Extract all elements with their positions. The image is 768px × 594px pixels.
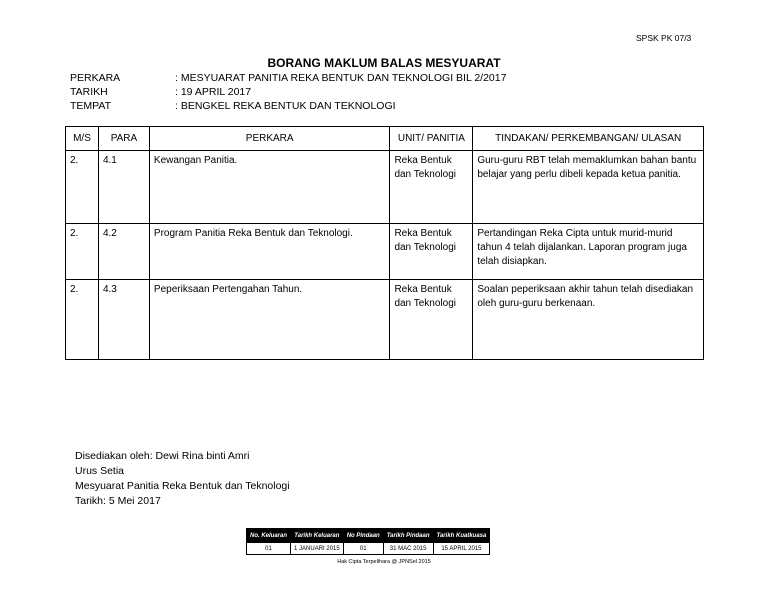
cell-ms: 2. (66, 224, 99, 280)
document-code: SPSK PK 07/3 (636, 33, 692, 43)
header-para: PARA (98, 127, 149, 151)
cell-para: 4.1 (98, 151, 149, 224)
cell-para: 4.2 (98, 224, 149, 280)
meta-row-tempat (70, 99, 506, 113)
meta-value: : 19 APRIL 2017 (175, 86, 252, 98)
table-row (66, 280, 704, 360)
cell-perkara: Kewangan Panitia. (149, 151, 390, 224)
meta-row-tarikh (70, 85, 506, 99)
meta-label: PERKARA (70, 72, 121, 84)
revision-header: Tarikh Keluaran (291, 529, 344, 543)
meta-value: : BENGKEL REKA BENTUK DAN TEKNOLOGI (175, 100, 396, 112)
cell-para: 4.3 (98, 280, 149, 360)
meeting-details (70, 71, 506, 113)
revision-header: Tarikh Kuatkuasa (433, 529, 490, 543)
revision-header-row (247, 529, 490, 543)
prepared-by: Disediakan oleh: Dewi Rina binti Amri (75, 450, 250, 462)
cell-perkara: Program Panitia Reka Bentuk dan Teknologi. (149, 224, 390, 280)
revision-value-row (247, 543, 490, 555)
table-header-row (66, 127, 704, 151)
cell-tindakan: Soalan peperiksaan akhir tahun telah disediakan oleh guru-guru berkenaan. (473, 280, 704, 360)
table-row (66, 151, 704, 224)
revision-header: No. Keluaran (247, 529, 291, 543)
prepared-committee: Mesyuarat Panitia Reka Bentuk dan Teknologi (75, 480, 290, 492)
revision-value: 01 (247, 543, 291, 555)
revision-table (246, 528, 490, 555)
copyright-notice: Hak Cipta Terpelihara @ JPNSel 2015 (337, 559, 431, 565)
header-ms: M/S (66, 127, 99, 151)
cell-unit: Reka Bentuk dan Teknologi (390, 151, 473, 224)
revision-value: 01 (343, 543, 383, 555)
meta-row-perkara (70, 71, 506, 85)
cell-unit: Reka Bentuk dan Teknologi (390, 224, 473, 280)
prepared-by-block (75, 449, 290, 509)
revision-value: 31 MAC 2015 (383, 543, 433, 555)
header-tindakan: TINDAKAN/ PERKEMBANGAN/ ULASAN (473, 127, 704, 151)
cell-ms: 2. (66, 151, 99, 224)
revision-header: No Pindaan (343, 529, 383, 543)
meta-label: TEMPAT (70, 100, 112, 112)
prepared-role: Urus Setia (75, 465, 125, 477)
cell-ms: 2. (66, 280, 99, 360)
table-row (66, 224, 704, 280)
revision-value: 1 JANUARI 2015 (291, 543, 344, 555)
cell-perkara: Peperiksaan Pertengahan Tahun. (149, 280, 390, 360)
prepared-date: Tarikh: 5 Mei 2017 (75, 495, 161, 507)
meta-value: : MESYUARAT PANITIA REKA BENTUK DAN TEKNOLOGI BIL 2/2017 (175, 72, 507, 84)
revision-value: 15 APRIL 2015 (433, 543, 490, 555)
header-unit: UNIT/ PANITIA (390, 127, 473, 151)
revision-header: Tarikh Pindaan (383, 529, 433, 543)
header-perkara: PERKARA (149, 127, 390, 151)
cell-tindakan: Pertandingan Reka Cipta untuk murid-murid tahun 4 telah dijalankan. Laporan program juga telah disiapkan. (473, 224, 704, 280)
cell-tindakan: Guru-guru RBT telah memaklumkan bahan bantu belajar yang perlu dibeli kepada ketua panitia. (473, 151, 704, 224)
meta-label: TARIKH (70, 86, 108, 98)
form-title: BORANG MAKLUM BALAS MESYUARAT (267, 56, 501, 70)
feedback-table (65, 126, 704, 360)
cell-unit: Reka Bentuk dan Teknologi (390, 280, 473, 360)
